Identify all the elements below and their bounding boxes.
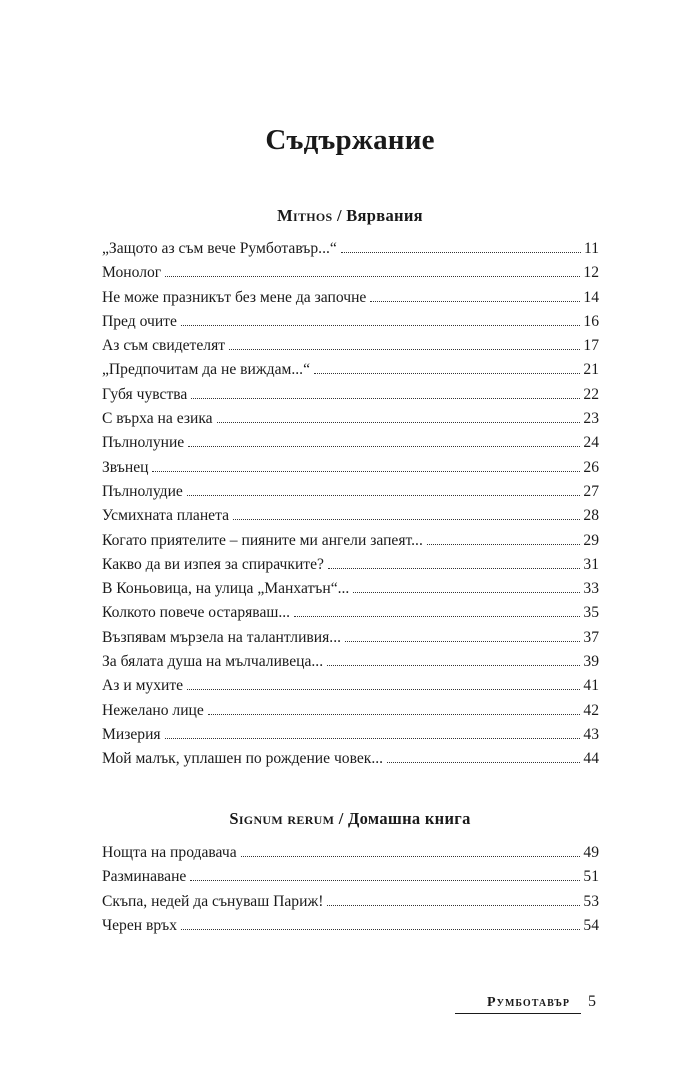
page-number: 5 — [588, 993, 596, 1010]
toc-entry-page: 35 — [583, 604, 599, 622]
running-footer — [487, 993, 596, 1011]
section-heading-mithos — [0, 206, 700, 226]
section-heading-separator: / — [332, 206, 347, 225]
toc-entry[interactable] — [102, 431, 599, 455]
dot-leader — [345, 640, 580, 642]
dot-leader — [427, 543, 581, 545]
dot-leader — [181, 928, 580, 930]
toc-entry[interactable] — [102, 407, 599, 431]
toc-entry-page: 42 — [583, 701, 599, 719]
toc-entry-title: Колкото повече остаряваш... — [102, 604, 291, 622]
toc-entry-page: 54 — [583, 916, 599, 934]
toc-entry-title: „Защото аз съм вече Румботавър...“ — [102, 240, 337, 257]
toc-entry-page: 53 — [583, 892, 599, 910]
toc-entry[interactable] — [102, 723, 599, 747]
dot-leader — [165, 275, 580, 277]
toc-entry-page: 21 — [583, 361, 599, 379]
dot-leader — [341, 251, 581, 253]
toc-entry[interactable] — [102, 383, 599, 407]
toc-entry-title: „Предпочитам да не виждам...“ — [102, 361, 310, 379]
toc-entry-page: 16 — [583, 312, 599, 330]
toc-entry-page: 11 — [583, 240, 599, 257]
toc-entry[interactable] — [102, 699, 599, 723]
toc-entry[interactable] — [102, 650, 599, 674]
toc-entry-title: Аз съм свидетелят — [102, 337, 226, 355]
section-heading-bulgarian: Домашна книга — [348, 809, 471, 828]
dot-leader — [327, 664, 580, 666]
toc-entry[interactable] — [102, 261, 599, 285]
toc-list-mithos — [102, 237, 599, 772]
toc-entry[interactable] — [102, 456, 599, 480]
section-heading-signum-rerum — [0, 809, 700, 829]
toc-entry-page: 12 — [583, 264, 599, 282]
toc-entry[interactable] — [102, 914, 599, 938]
dot-leader — [187, 494, 581, 496]
toc-entry-page: 51 — [583, 868, 599, 886]
dot-leader — [353, 591, 580, 593]
toc-entry-title: Възпявам мързела на талантливия... — [102, 628, 341, 646]
toc-entry[interactable] — [102, 358, 599, 382]
toc-list-signum-rerum — [102, 841, 599, 938]
dot-leader — [370, 300, 580, 302]
dot-leader — [233, 518, 580, 520]
footer-rule — [455, 1013, 581, 1014]
toc-entry[interactable] — [102, 334, 599, 358]
toc-entry-title: С върха на езика — [102, 410, 213, 428]
dot-leader — [387, 761, 580, 763]
toc-entry-page: 29 — [583, 531, 599, 549]
toc-entry-page: 41 — [583, 677, 599, 695]
section-heading-latin: Mithos — [277, 206, 333, 225]
toc-entry-page: 31 — [583, 555, 599, 573]
dot-leader — [190, 879, 580, 881]
toc-entry-page: 44 — [583, 750, 599, 768]
dot-leader — [217, 421, 581, 423]
toc-entry-title: Губя чувства — [102, 385, 188, 403]
toc-entry-page: 39 — [583, 653, 599, 671]
dot-leader — [191, 397, 580, 399]
dot-leader — [314, 372, 580, 374]
toc-entry[interactable] — [102, 237, 599, 261]
dot-leader — [187, 688, 580, 690]
toc-entry-title: Усмихната планета — [102, 507, 230, 525]
toc-entry-page: 17 — [583, 337, 599, 355]
toc-entry-page: 28 — [583, 507, 599, 525]
toc-entry-title: В Коньовица, на улица „Манхатън“... — [102, 580, 350, 598]
toc-entry-title: Аз и мухите — [102, 677, 184, 695]
toc-entry-page: 33 — [583, 580, 599, 598]
toc-entry-page: 23 — [583, 410, 599, 428]
dot-leader — [188, 445, 580, 447]
toc-entry[interactable] — [102, 504, 599, 528]
toc-entry-title: Какво да ви изпея за спирачките? — [102, 555, 324, 573]
toc-entry-title: Разминаване — [102, 868, 187, 886]
toc-entry-title: За бялата душа на мълчаливеца... — [102, 653, 324, 671]
running-head-title: Румботавър — [487, 995, 570, 1010]
dot-leader — [165, 737, 581, 739]
dot-leader — [208, 713, 581, 715]
section-heading-separator: / — [334, 809, 348, 828]
toc-entry-title: Пред очите — [102, 312, 177, 330]
toc-entry[interactable] — [102, 601, 599, 625]
toc-entry-page: 14 — [583, 288, 599, 306]
toc-entry-page: 24 — [583, 434, 599, 452]
toc-entry-page: 49 — [583, 844, 599, 861]
toc-entry-title: Когато приятелите – пияните ми ангели запеят... — [102, 531, 423, 549]
toc-entry-page: 37 — [583, 628, 599, 646]
toc-entry-title: Нежелано лице — [102, 701, 204, 719]
toc-entry[interactable] — [102, 674, 599, 698]
page-title: Съдържание — [265, 124, 435, 156]
dot-leader — [294, 615, 580, 617]
dot-leader — [152, 470, 580, 472]
dot-leader — [241, 855, 581, 857]
toc-entry-title: Мизерия — [102, 725, 161, 743]
toc-entry[interactable] — [102, 841, 599, 865]
section-heading-latin: Signum rerum — [229, 809, 335, 828]
toc-entry-title: Не може празникът без мене да започне — [102, 288, 367, 306]
toc-entry[interactable] — [102, 553, 599, 577]
toc-entry-page: 26 — [583, 458, 599, 476]
toc-entry-title: Нощта на продавача — [102, 844, 237, 861]
dot-leader — [327, 904, 580, 906]
toc-entry-title: Звънец — [102, 458, 149, 476]
section-heading-bulgarian: Вярвания — [346, 206, 423, 225]
toc-entry[interactable] — [102, 577, 599, 601]
dot-leader — [229, 348, 580, 350]
toc-entry[interactable] — [102, 286, 599, 310]
toc-entry-title: Пълнолуние — [102, 434, 185, 452]
toc-entry[interactable] — [102, 626, 599, 650]
toc-entry-title: Мой малък, уплашен по рождение човек... — [102, 750, 384, 768]
toc-entry[interactable] — [102, 310, 599, 334]
dot-leader — [181, 324, 580, 326]
toc-entry-title: Скъпа, недей да сънуваш Париж! — [102, 892, 324, 910]
dot-leader — [328, 567, 580, 569]
toc-entry-page: 22 — [583, 385, 599, 403]
toc-entry-title: Пълнолудие — [102, 482, 183, 500]
toc-entry-title: Монолог — [102, 264, 162, 282]
toc-entry[interactable] — [102, 865, 599, 889]
toc-entry-page: 43 — [583, 725, 599, 743]
toc-entry-page: 27 — [583, 482, 599, 500]
toc-entry[interactable] — [102, 480, 599, 504]
toc-entry[interactable] — [102, 747, 599, 771]
toc-entry[interactable] — [102, 890, 599, 914]
toc-entry-title: Черен връх — [102, 916, 178, 934]
toc-entry[interactable] — [102, 529, 599, 553]
